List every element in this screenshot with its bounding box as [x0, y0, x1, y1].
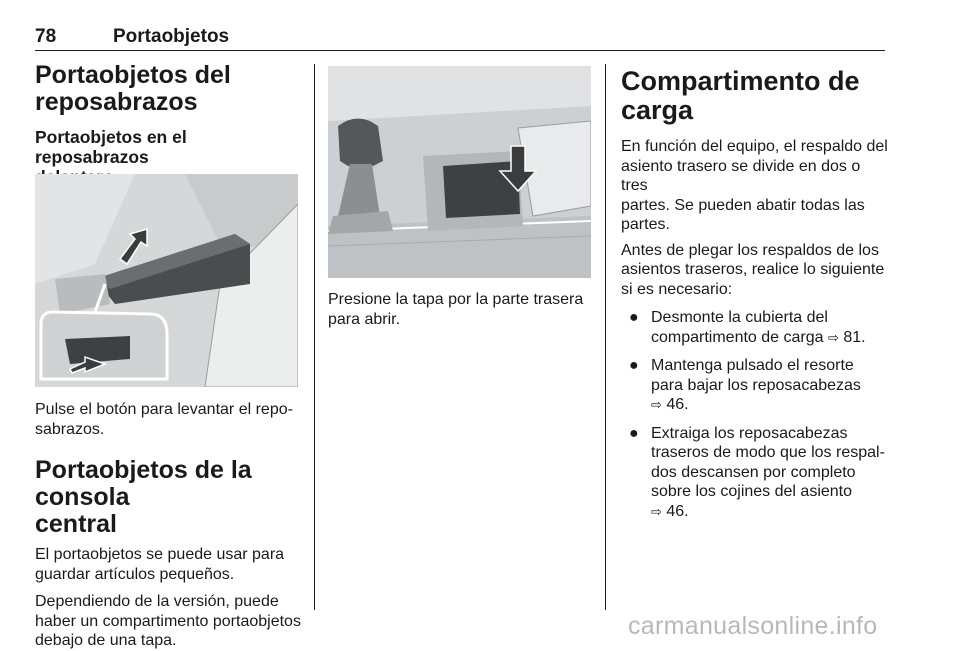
console-paragraph-2: Dependiendo de la versión, puede haber un compartimento portaobjetos debajo de una tapa. — [35, 593, 301, 649]
column-divider-1 — [314, 64, 315, 610]
watermark: carmanualsonline.info — [628, 612, 878, 640]
page-reference-icon: ⇨ — [651, 504, 662, 520]
subheading-front-armrest: Portaobjetos en el reposabrazos — [35, 127, 187, 167]
column-1-lower — [35, 400, 305, 651]
section-heading-console: Portaobjetos de la consola central — [35, 456, 252, 538]
page-reference-icon: ⇨ — [827, 330, 839, 346]
page-reference-icon: ⇨ — [651, 398, 662, 413]
console-illustration — [328, 66, 591, 278]
column-divider-2 — [605, 64, 606, 610]
bullet-icon: ● — [629, 309, 639, 326]
console-paragraph-1: El portaobjetos se puede usar para guardar artículos pequeños. — [35, 546, 285, 583]
column-3 — [621, 67, 889, 530]
column-1 — [35, 62, 305, 187]
section-heading-armrest: Portaobjetos del reposabrazos — [35, 61, 231, 116]
header-rule — [35, 50, 885, 51]
section-heading-cargo: Compartimento de carga — [621, 66, 860, 125]
armrest-illustration — [35, 174, 298, 387]
page-reference[interactable]: 81. — [843, 328, 866, 346]
running-title: Portaobjetos — [113, 26, 230, 47]
bullet-icon: ● — [629, 357, 639, 374]
page-reference[interactable]: 46. — [666, 396, 689, 413]
list-item: ● Mantenga pulsado el resorte para bajar los reposacabezas ⇨ 46. — [629, 357, 861, 413]
cargo-paragraph-1: En función del equipo, el respaldo del asiento trasero se divide en dos o tres partes. Se pueden abatir todas las partes. — [621, 138, 888, 233]
cargo-steps-list — [621, 308, 889, 522]
bullet-icon: ● — [629, 424, 639, 442]
list-item: ● Extraiga los reposacabezas traseros de modo que los respal- dos descansen por completo sobre los cojines del asiento ⇨ 46. — [629, 424, 885, 520]
page-number: 78 — [35, 26, 57, 47]
armrest-caption: Pulse el botón para levantar el repo- sabrazos. — [35, 401, 293, 438]
cargo-paragraph-2: Antes de plegar los respaldos de los asientos traseros, realice lo siguiente si es necesario: — [621, 241, 885, 298]
page-reference[interactable]: 46. — [666, 502, 689, 520]
console-caption: Presione la tapa por la parte trasera para abrir. — [328, 291, 584, 328]
column-2 — [328, 290, 598, 329]
list-item: ● Desmonte la cubierta del compartimento de carga ⇨ 81. — [629, 309, 866, 346]
